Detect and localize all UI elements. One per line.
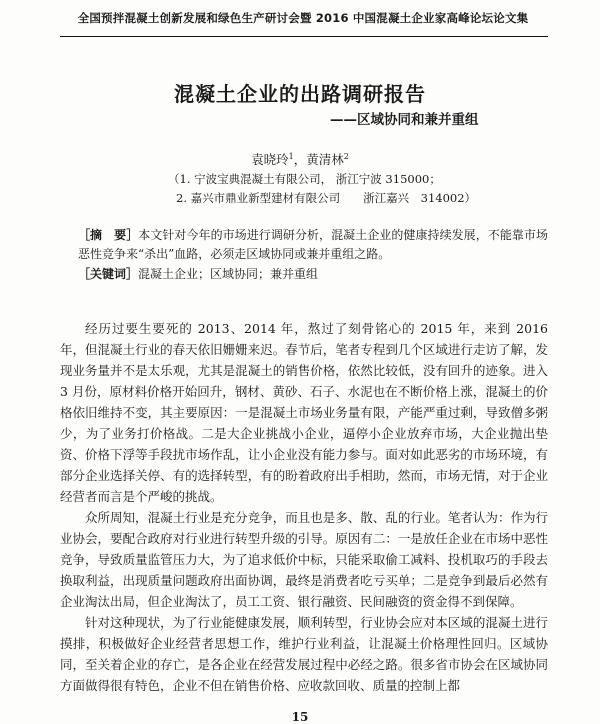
author-2: 黄清林 [306, 152, 344, 167]
author-1-mark: 1 [288, 151, 294, 161]
keywords [78, 265, 548, 284]
author-2-mark: 2 [343, 151, 349, 161]
keywords-text: 混凝土企业；区域协同；兼并重组 [138, 267, 319, 281]
running-header: 全国预拌混凝土创新发展和绿色生产研讨会暨 2016 中国混凝土企业家高峰论坛论文集 [77, 11, 529, 25]
header-rule [60, 36, 548, 37]
paragraph-3: 针对这种现状，为了行业能健康发展，顺利转型，行业协会应对本区域的混凝土进行摸排，积极做好企业经营者思想工作，维护行业利益，让混凝土价格理性回归。区域协同，至关着企业的存亡，是各企业在经营发展过程中必经之路。很多省市协会在区域协同方面做得很有特色，企业不但在销售价格、应收款回收、质量的控制上都 [60, 615, 548, 693]
page-title: 混凝土企业的出路调研报告 [174, 82, 426, 106]
page-subtitle: ——区域协同和兼并重组 [330, 112, 479, 128]
abstract [78, 226, 548, 264]
paragraph-1: 经历过要生要死的 2013、2014 年，熬过了刻骨铭心的 2015 年，来到 2016 年，但混凝土行业的春天依旧姗姗来迟。春节后，笔者专程到几个区域进行走访了解，发现业务量并不是太乐观，尤其是混凝土的销售价格，依然比较低，没有回升的迹象。进入 3 月份，原材料价格开始回升，钢材、黄砂、石子、水泥也在不断价格上涨，混凝土的价格依旧维持不变，其主要原因：一是混凝土市场业务量有限，产能严重过剩，导致僧多粥少，为了业务打价格战。二是大企业挑战小企业，逼停小企业放弃市场，大企业抛出垫资、价格下浮等手段扰市场作乱，让小企业没有能力参与。面对如此恶劣的市场环境，有部分企业选择关停、有的选择转型，有的盼着政府出手相助，然而，市场无情，对于企业经营者而言是个严峻的挑战。 [60, 321, 548, 504]
body-text [60, 318, 548, 696]
affiliation-2: 2. 嘉兴市鼎业新型建材有限公司 浙江嘉兴 314002） [176, 191, 477, 205]
abstract-label: ［摘 要］ [78, 228, 139, 242]
page-number: 15 [291, 710, 309, 724]
abstract-text: 本文针对今年的市场进行调研分析，混凝土企业的健康持续发展，不能靠市场恶性竞争来“杀出”血路，必须走区域协同或兼并重组之路。 [78, 228, 548, 261]
author-line [0, 150, 600, 168]
paragraph-2: 众所周知，混凝土行业是充分竞争，而且也是多、散、乱的行业。笔者认为：作为行业协会，要配合政府对行业进行转型升级的引导。原因有二：一是放任企业在市场中恶性竞争，导致质量监管压力大，为了追求低价中标，只能采取偷工减料、投机取巧的手段去换取利益，出现质量问题政府出面协调，最终是消费者吃亏买单；二是竞争到最后必然有企业淘汰出局，但企业淘汰了，员工工资、银行融资、民间融资的资金得不到保障。 [60, 510, 548, 609]
author-separator: ， [293, 152, 307, 167]
affiliation-1: （1. 宁波宝典混凝土有限公司， 浙江宁波 315000； [168, 172, 441, 186]
author-1: 袁晓玲 [251, 152, 289, 167]
keywords-label: ［关键词］ [78, 267, 139, 281]
